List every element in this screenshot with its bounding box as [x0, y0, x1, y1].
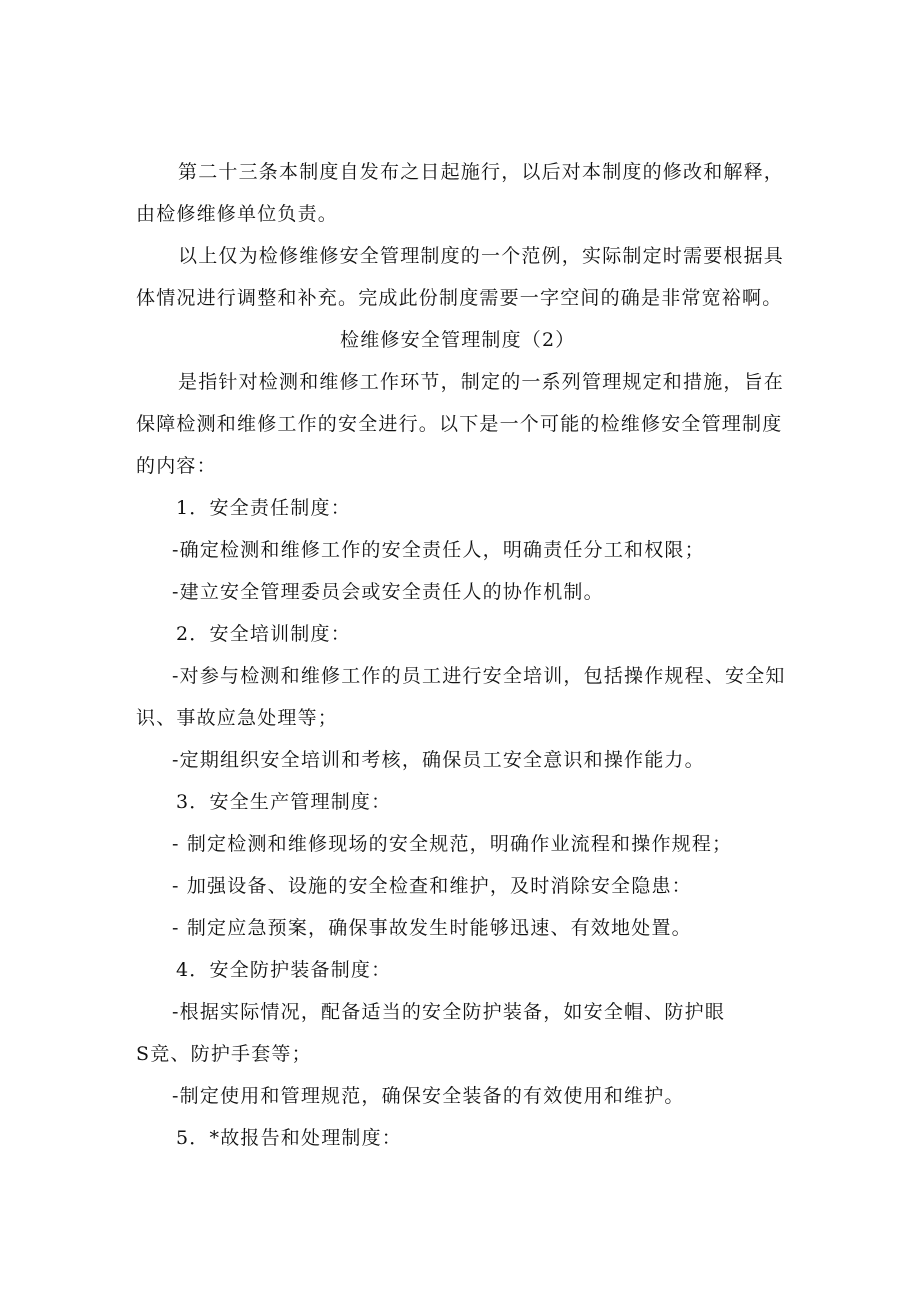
list-item: - 制定应急预案，确保事故发生时能够迅速、有效地处置。 [172, 917, 692, 939]
paragraph-line: 的内容： [136, 455, 217, 477]
list-heading: 3．安全生产管理制度： [176, 791, 392, 813]
list-item: -建立安全管理委员会或安全责任人的协作机制。 [172, 581, 604, 603]
paragraph-line: 体情况进行调整和补充。完成此份制度需要一字空间的确是非常宽裕啊。 [136, 287, 783, 309]
list-item: -制定使用和管理规范，确保安全装备的有效使用和维护。 [172, 1085, 685, 1107]
list-item: -对参与检测和维修工作的员工进行安全培训，包括操作规程、安全知 [172, 665, 786, 687]
list-heading: 5．*故报告和处理制度： [176, 1127, 402, 1149]
list-heading: 1．安全责任制度： [176, 497, 351, 519]
list-heading: 2．安全培训制度： [176, 623, 351, 645]
list-item: - 加强设备、设施的安全检查和维护，及时消除安全隐患： [172, 875, 692, 897]
list-item: -定期组织安全培训和考核，确保员工安全意识和操作能力。 [172, 749, 705, 771]
list-item: -确定检测和维修工作的安全责任人，明确责任分工和权限； [172, 539, 705, 561]
list-item: 识、事故应急处理等； [136, 707, 339, 729]
list-item: - 制定检测和维修现场的安全规范，明确作业流程和操作规程； [172, 833, 733, 855]
paragraph-line: 以上仅为检修维修安全管理制度的一个范例，实际制定时需要根据具 [178, 245, 785, 267]
paragraph-line: 第二十三条本制度自发布之日起施行，以后对本制度的修改和解释， [178, 161, 785, 183]
paragraph-line: 保障检测和维修工作的安全进行。以下是一个可能的检维修安全管理制度 [136, 413, 783, 435]
list-item: S竞、防护手套等； [136, 1043, 312, 1065]
paragraph-line: 是指针对检测和维修工作环节，制定的一系列管理规定和措施，旨在 [178, 371, 785, 393]
list-heading: 4．安全防护装备制度： [176, 959, 392, 981]
section-heading: 检维修安全管理制度（2） [340, 329, 576, 351]
paragraph-line: 由检修维修单位负责。 [136, 203, 339, 225]
list-item: -根据实际情况，配备适当的安全防护装备，如安全帽、防护眼 [172, 1001, 726, 1023]
